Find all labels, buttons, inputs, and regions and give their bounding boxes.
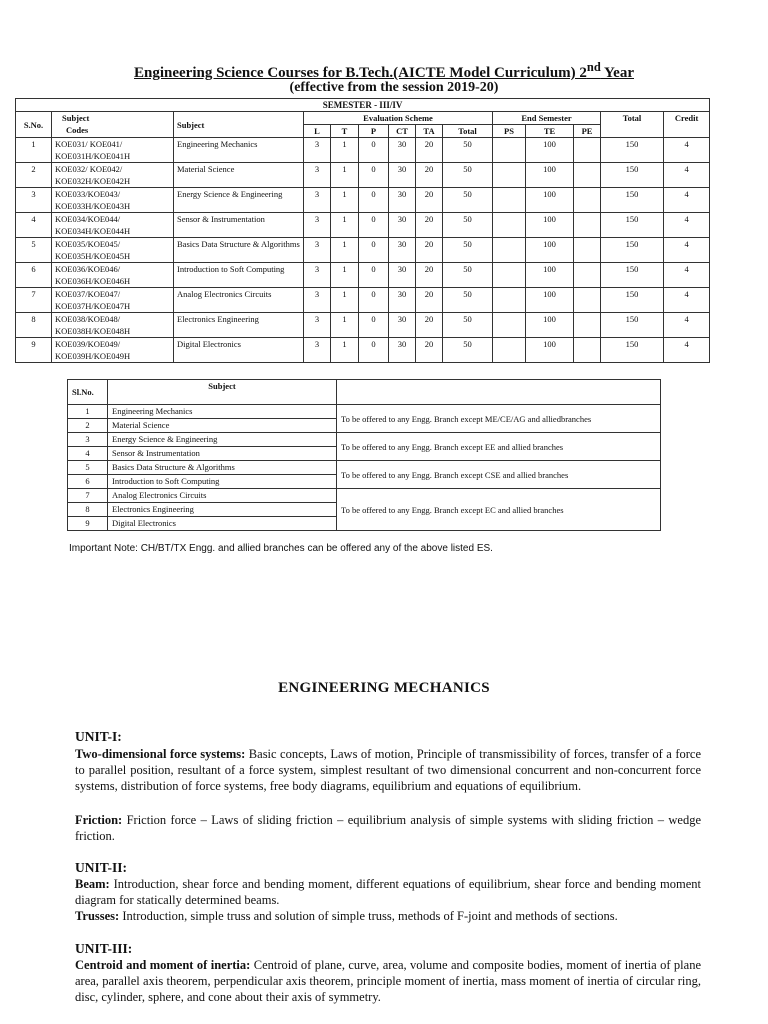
cell-CT: 30	[389, 188, 416, 213]
offer-cell-subject: Basics Data Structure & Algorithms	[108, 461, 337, 475]
cell-T: 1	[331, 313, 359, 338]
offer-cell-subject: Digital Electronics	[108, 517, 337, 531]
course-table	[15, 98, 710, 363]
offer-cell-subject: Analog Electronics Circuits	[108, 489, 337, 503]
cell-credit: 4	[664, 163, 710, 188]
col-CT: CT	[389, 125, 416, 138]
cell-credit: 4	[664, 188, 710, 213]
col-total: Total	[601, 112, 664, 138]
cell-codes: KOE035/KOE045/ KOE035H/KOE045H	[52, 238, 174, 263]
page-subtitle: (effective from the session 2019-20)	[289, 80, 499, 95]
cell-TA: 20	[416, 163, 443, 188]
cell-etotal: 50	[443, 188, 493, 213]
col-subject: Subject	[174, 112, 304, 138]
col-end-semester: End Semester	[493, 112, 601, 125]
cell-T: 1	[331, 263, 359, 288]
cell-P: 0	[359, 163, 389, 188]
important-note: Important Note: CH/BT/TX Engg. and allied branches can be offered any of the above listed ES.	[69, 543, 493, 554]
unit-2-para-2: Trusses: Introduction, simple truss and solution of simple truss, methods of F-joint and methods of sections.	[75, 909, 618, 923]
cell-PS	[493, 188, 526, 213]
cell-etotal: 50	[443, 288, 493, 313]
semester-label: SEMESTER - III/IV	[16, 99, 710, 112]
cell-CT: 30	[389, 138, 416, 163]
title-tail: Year	[600, 65, 634, 81]
table-row	[68, 489, 661, 503]
cell-P: 0	[359, 188, 389, 213]
cell-P: 0	[359, 213, 389, 238]
cell-total: 150	[601, 238, 664, 263]
cell-PS	[493, 338, 526, 363]
table-row	[68, 405, 661, 419]
col-PE: PE	[574, 125, 601, 138]
cell-codes: KOE037/KOE047/ KOE037H/KOE047H	[52, 288, 174, 313]
cell-total: 150	[601, 338, 664, 363]
page-title	[0, 60, 768, 82]
cell-credit: 4	[664, 338, 710, 363]
offer-cell-subject: Energy Science & Engineering	[108, 433, 337, 447]
offer-cell-note: To be offered to any Engg. Branch except EC and allied branches	[337, 489, 661, 531]
cell-TE: 100	[526, 138, 574, 163]
unit-3-heading: UNIT-III:	[75, 941, 133, 956]
offer-col-sno: Sl.No.	[68, 380, 108, 405]
cell-T: 1	[331, 288, 359, 313]
cell-etotal: 50	[443, 238, 493, 263]
cell-credit: 4	[664, 138, 710, 163]
unit-1-para-2: Friction: Friction force – Laws of sliding friction – equilibrium analysis of simple systems with sliding friction – wedge friction.	[75, 813, 701, 843]
cell-T: 1	[331, 238, 359, 263]
table-row	[16, 288, 710, 313]
cell-subject: Sensor & Instrumentation	[174, 213, 304, 238]
cell-L: 3	[304, 163, 331, 188]
col-sno: S.No.	[16, 112, 52, 138]
cell-PE	[574, 288, 601, 313]
offer-col-note	[337, 380, 661, 405]
cell-PE	[574, 338, 601, 363]
cell-CT: 30	[389, 238, 416, 263]
cell-sno: 6	[16, 263, 52, 288]
offer-cell-subject: Material Science	[108, 419, 337, 433]
cell-TE: 100	[526, 213, 574, 238]
cell-CT: 30	[389, 213, 416, 238]
cell-subject: Energy Science & Engineering	[174, 188, 304, 213]
cell-P: 0	[359, 338, 389, 363]
cell-PE	[574, 238, 601, 263]
cell-P: 0	[359, 138, 389, 163]
cell-L: 3	[304, 263, 331, 288]
cell-codes: KOE031/ KOE041/ KOE031H/KOE041H	[52, 138, 174, 163]
cell-subject: Introduction to Soft Computing	[174, 263, 304, 288]
cell-sno: 5	[16, 238, 52, 263]
cell-credit: 4	[664, 313, 710, 338]
offer-table	[67, 379, 661, 531]
cell-subject: Engineering Mechanics	[174, 138, 304, 163]
offer-cell-subject: Engineering Mechanics	[108, 405, 337, 419]
cell-sno: 1	[16, 138, 52, 163]
cell-sno: 9	[16, 338, 52, 363]
cell-total: 150	[601, 188, 664, 213]
cell-PS	[493, 238, 526, 263]
table-row	[16, 338, 710, 363]
cell-L: 3	[304, 138, 331, 163]
cell-PS	[493, 163, 526, 188]
cell-L: 3	[304, 338, 331, 363]
cell-codes: KOE038/KOE048/ KOE038H/KOE048H	[52, 313, 174, 338]
cell-subject: Digital Electronics	[174, 338, 304, 363]
offer-cell-sno: 3	[68, 433, 108, 447]
table-row	[16, 138, 710, 163]
cell-PE	[574, 213, 601, 238]
cell-PS	[493, 288, 526, 313]
unit-2-heading: UNIT-II:	[75, 860, 128, 875]
title-main: Engineering Science Courses for B.Tech.(AICTE Model Curriculum) 2	[134, 65, 587, 81]
col-evaluation: Evaluation Scheme	[304, 112, 493, 125]
offer-col-subject: Subject	[108, 380, 337, 405]
title-sup: nd	[586, 60, 601, 74]
cell-TA: 20	[416, 338, 443, 363]
offer-cell-sno: 5	[68, 461, 108, 475]
table-row	[16, 263, 710, 288]
offer-cell-subject: Introduction to Soft Computing	[108, 475, 337, 489]
cell-T: 1	[331, 213, 359, 238]
unit-3-para-1: Centroid and moment of inertia: Centroid of plane, curve, area, volume and composite bodies, moment of inertia of plane area, parallel axis theorem, perpendicular axis theorem, principle moment of inertia, mass moment of inertia of circular ring, disc, cylinder, sphere, and cone about their axis of symmetry.	[75, 958, 701, 1004]
col-T: T	[331, 125, 359, 138]
cell-T: 1	[331, 138, 359, 163]
cell-P: 0	[359, 288, 389, 313]
table-row	[68, 433, 661, 447]
cell-codes: KOE033/KOE043/ KOE033H/KOE043H	[52, 188, 174, 213]
cell-CT: 30	[389, 288, 416, 313]
cell-subject: Analog Electronics Circuits	[174, 288, 304, 313]
cell-PE	[574, 138, 601, 163]
cell-subject: Basics Data Structure & Algorithms	[174, 238, 304, 263]
offer-cell-note: To be offered to any Engg. Branch except CSE and allied branches	[337, 461, 661, 489]
cell-TE: 100	[526, 288, 574, 313]
col-codes: Subject Codes	[52, 112, 174, 138]
cell-total: 150	[601, 313, 664, 338]
cell-sno: 8	[16, 313, 52, 338]
table-row	[16, 188, 710, 213]
cell-TE: 100	[526, 163, 574, 188]
unit-1-heading: UNIT-I:	[75, 729, 122, 744]
offer-cell-sno: 9	[68, 517, 108, 531]
cell-PE	[574, 163, 601, 188]
col-P: P	[359, 125, 389, 138]
offer-cell-sno: 8	[68, 503, 108, 517]
cell-credit: 4	[664, 263, 710, 288]
cell-T: 1	[331, 188, 359, 213]
cell-P: 0	[359, 313, 389, 338]
cell-subject: Material Science	[174, 163, 304, 188]
cell-sno: 4	[16, 213, 52, 238]
cell-TE: 100	[526, 313, 574, 338]
cell-TA: 20	[416, 313, 443, 338]
cell-CT: 30	[389, 338, 416, 363]
offer-cell-sno: 2	[68, 419, 108, 433]
cell-etotal: 50	[443, 338, 493, 363]
col-credit: Credit	[664, 112, 710, 138]
offer-cell-sno: 4	[68, 447, 108, 461]
unit-1-para-1: Two-dimensional force systems: Basic concepts, Laws of motion, Principle of transmissibility of forces, transfer of a force to parallel position, resultant of a force system, simplest resultant of two dimensional concurrent and non-concurrent force systems, distribution of force systems, free body diagrams, equilibrium and equations of equilibrium.	[75, 747, 701, 793]
cell-TE: 100	[526, 263, 574, 288]
syllabus-title: ENGINEERING MECHANICS	[278, 680, 490, 696]
offer-cell-note: To be offered to any Engg. Branch except ME/CE/AG and alliedbranches	[337, 405, 661, 433]
table-row	[16, 213, 710, 238]
cell-CT: 30	[389, 163, 416, 188]
cell-L: 3	[304, 188, 331, 213]
cell-credit: 4	[664, 238, 710, 263]
cell-etotal: 50	[443, 263, 493, 288]
cell-codes: KOE032/ KOE042/ KOE032H/KOE042H	[52, 163, 174, 188]
cell-CT: 30	[389, 263, 416, 288]
offer-cell-sno: 6	[68, 475, 108, 489]
cell-L: 3	[304, 313, 331, 338]
cell-credit: 4	[664, 213, 710, 238]
cell-TA: 20	[416, 213, 443, 238]
cell-L: 3	[304, 213, 331, 238]
cell-TA: 20	[416, 238, 443, 263]
cell-subject: Electronics Engineering	[174, 313, 304, 338]
unit-2-para-1: Beam: Introduction, shear force and bending moment, different equations of equilibrium, shear force and bending moment diagram for statically determined beams.	[75, 877, 701, 907]
offer-cell-sno: 1	[68, 405, 108, 419]
offer-cell-sno: 7	[68, 489, 108, 503]
cell-PE	[574, 188, 601, 213]
cell-codes: KOE036/KOE046/ KOE036H/KOE046H	[52, 263, 174, 288]
cell-T: 1	[331, 338, 359, 363]
cell-etotal: 50	[443, 138, 493, 163]
cell-PS	[493, 213, 526, 238]
cell-TA: 20	[416, 138, 443, 163]
table-row	[16, 238, 710, 263]
cell-P: 0	[359, 238, 389, 263]
col-eval-total: Total	[443, 125, 493, 138]
cell-PE	[574, 263, 601, 288]
cell-total: 150	[601, 213, 664, 238]
cell-total: 150	[601, 163, 664, 188]
cell-codes: KOE039/KOE049/ KOE039H/KOE049H	[52, 338, 174, 363]
offer-cell-subject: Electronics Engineering	[108, 503, 337, 517]
col-TE: TE	[526, 125, 574, 138]
offer-cell-note: To be offered to any Engg. Branch except EE and allied branches	[337, 433, 661, 461]
cell-L: 3	[304, 288, 331, 313]
cell-L: 3	[304, 238, 331, 263]
cell-TE: 100	[526, 188, 574, 213]
cell-credit: 4	[664, 288, 710, 313]
cell-TE: 100	[526, 238, 574, 263]
cell-TA: 20	[416, 288, 443, 313]
cell-etotal: 50	[443, 213, 493, 238]
cell-etotal: 50	[443, 163, 493, 188]
cell-P: 0	[359, 263, 389, 288]
col-L: L	[304, 125, 331, 138]
cell-total: 150	[601, 288, 664, 313]
cell-PS	[493, 313, 526, 338]
cell-PS	[493, 138, 526, 163]
col-TA: TA	[416, 125, 443, 138]
cell-PS	[493, 263, 526, 288]
cell-sno: 7	[16, 288, 52, 313]
table-row	[16, 163, 710, 188]
cell-codes: KOE034/KOE044/ KOE034H/KOE044H	[52, 213, 174, 238]
cell-TA: 20	[416, 263, 443, 288]
cell-T: 1	[331, 163, 359, 188]
cell-PE	[574, 313, 601, 338]
cell-CT: 30	[389, 313, 416, 338]
cell-TE: 100	[526, 338, 574, 363]
table-row	[16, 313, 710, 338]
cell-sno: 3	[16, 188, 52, 213]
cell-etotal: 50	[443, 313, 493, 338]
cell-sno: 2	[16, 163, 52, 188]
col-PS: PS	[493, 125, 526, 138]
table-row	[68, 461, 661, 475]
cell-total: 150	[601, 138, 664, 163]
cell-TA: 20	[416, 188, 443, 213]
cell-total: 150	[601, 263, 664, 288]
offer-cell-subject: Sensor & Instrumentation	[108, 447, 337, 461]
